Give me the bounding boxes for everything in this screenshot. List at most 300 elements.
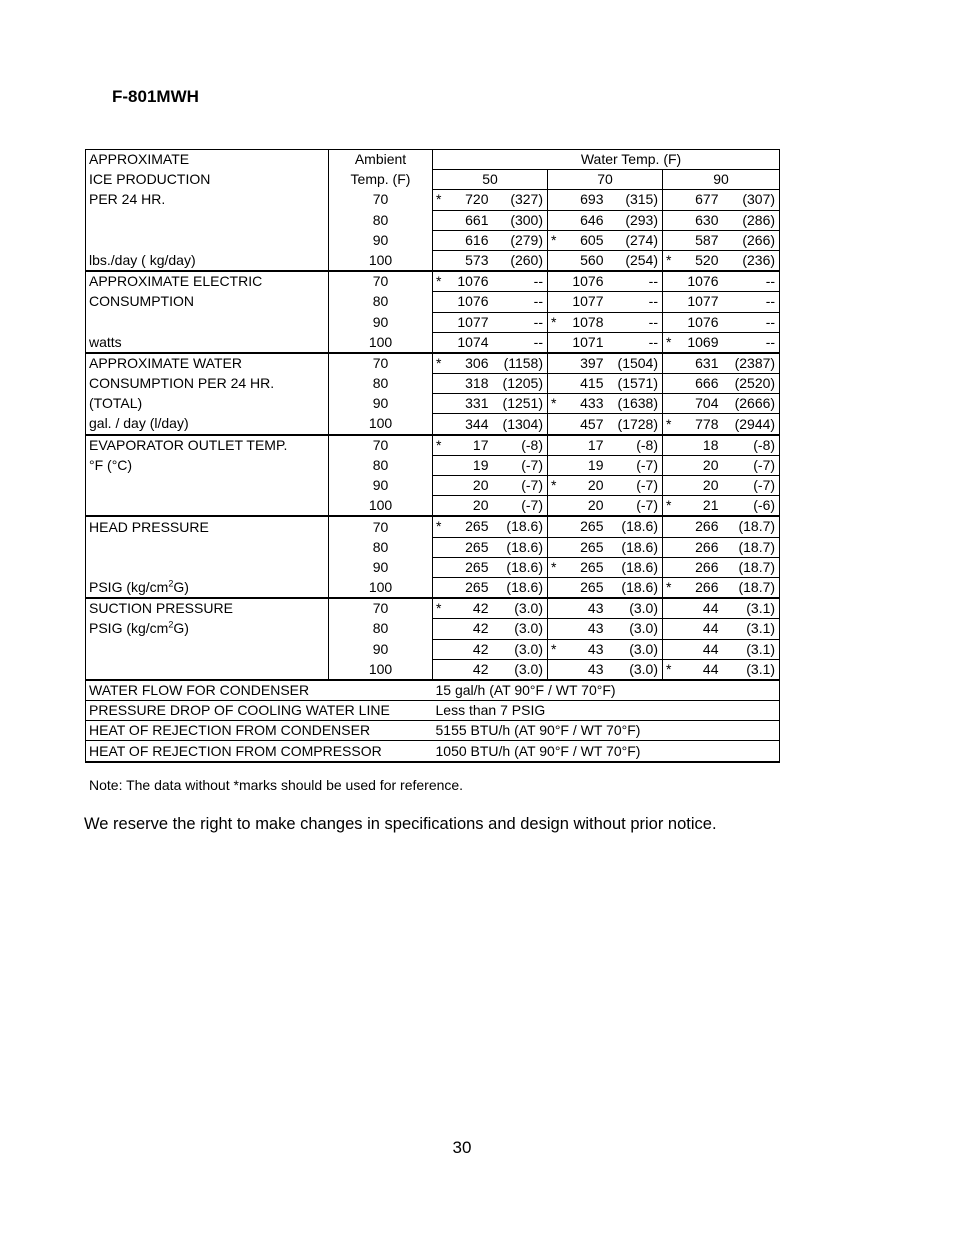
row-label [86, 496, 329, 517]
specification-table [85, 149, 780, 763]
marker-star [663, 455, 677, 475]
marker-star [433, 210, 447, 230]
value-metric: (-7) [604, 476, 663, 496]
row-label: SUCTION PRESSURE [86, 598, 329, 619]
value-metric: (3.0) [604, 619, 663, 639]
ambient-value: 80 [329, 210, 433, 230]
value-metric: -- [489, 292, 548, 312]
row-label: PSIG $(kg/cm^2G)$ [86, 619, 329, 639]
marker-star [548, 659, 562, 680]
footer-row [86, 741, 780, 762]
value-metric: -- [489, 271, 548, 292]
ambient-value: 100 [329, 659, 433, 680]
ambient-header: Ambient [329, 150, 433, 170]
value-metric: (3.1) [719, 619, 780, 639]
table-row [86, 292, 780, 312]
marker-star [548, 496, 562, 517]
reference-note: Note: The data without *marks should be used for reference. [89, 777, 464, 793]
value-imperial: 18 [677, 435, 719, 456]
value-metric: (2520) [719, 374, 780, 394]
value-metric: (254) [604, 250, 663, 271]
model-title: F-801MWH [112, 87, 199, 106]
value-metric: (18.7) [719, 516, 780, 537]
footer-value: 15 gal/h (AT 90°F / WT 70°F) [433, 680, 780, 701]
water-temp-col-90: 90 [663, 170, 780, 190]
row-label [86, 476, 329, 496]
marker-star [548, 250, 562, 271]
marker-star [663, 537, 677, 557]
value-metric: (-8) [719, 435, 780, 456]
ambient-value: 100 [329, 496, 433, 517]
value-metric: (18.7) [719, 537, 780, 557]
value-metric: (1504) [604, 353, 663, 374]
footer-row [86, 701, 780, 721]
page-number: 30 [452, 1138, 472, 1157]
value-imperial: 21 [677, 496, 719, 517]
marker-star: * [433, 271, 447, 292]
marker-star [433, 394, 447, 414]
marker-star: * [663, 577, 677, 598]
ambient-value: 100 [329, 414, 433, 435]
value-imperial: 42 [447, 598, 489, 619]
marker-star [433, 312, 447, 332]
value-metric: (18.6) [604, 577, 663, 598]
marker-star [663, 476, 677, 496]
value-imperial: 19 [447, 455, 489, 475]
value-metric: (-7) [719, 455, 780, 475]
value-imperial: 42 [447, 619, 489, 639]
table-row [86, 414, 780, 435]
value-imperial: 1077 [677, 292, 719, 312]
row-label [86, 210, 329, 230]
table-row [86, 230, 780, 250]
value-metric: (18.6) [489, 516, 548, 537]
value-imperial: 20 [677, 476, 719, 496]
marker-star: * [663, 659, 677, 680]
value-imperial: 344 [447, 414, 489, 435]
marker-star [433, 332, 447, 353]
marker-star [663, 394, 677, 414]
row-label: gal. / day (l/day) [86, 414, 329, 435]
value-imperial: 44 [677, 659, 719, 680]
value-metric: (18.6) [489, 537, 548, 557]
value-imperial: 605 [562, 230, 604, 250]
value-imperial: 630 [677, 210, 719, 230]
marker-star [548, 353, 562, 374]
footer-value: 5155 BTU/h (AT 90°F / WT 70°F) [433, 721, 780, 741]
marker-star [548, 332, 562, 353]
table-row [86, 190, 780, 210]
value-metric: (2666) [719, 394, 780, 414]
marker-star: * [548, 312, 562, 332]
table-row [86, 476, 780, 496]
marker-star [548, 435, 562, 456]
value-metric: (260) [489, 250, 548, 271]
table-row [86, 332, 780, 353]
value-imperial: 1069 [677, 332, 719, 353]
value-metric: -- [489, 332, 548, 353]
row-label: HEAD PRESSURE [86, 516, 329, 537]
table-row [86, 210, 780, 230]
footer-label: HEAT OF REJECTION FROM COMPRESSOR [86, 741, 433, 762]
value-metric: (-7) [489, 496, 548, 517]
marker-star [663, 353, 677, 374]
marker-star [433, 639, 447, 659]
ambient-value: 90 [329, 312, 433, 332]
value-metric: (3.0) [489, 659, 548, 680]
value-imperial: 42 [447, 639, 489, 659]
value-imperial: 44 [677, 619, 719, 639]
marker-star [433, 374, 447, 394]
ambient-value: 70 [329, 435, 433, 456]
ambient-value: 90 [329, 639, 433, 659]
value-imperial: 1071 [562, 332, 604, 353]
row-label [86, 230, 329, 250]
value-imperial: 397 [562, 353, 604, 374]
footer-row [86, 721, 780, 741]
table-row [86, 659, 780, 680]
value-imperial: 20 [562, 496, 604, 517]
footer-label: HEAT OF REJECTION FROM CONDENSER [86, 721, 433, 741]
row-label [86, 639, 329, 659]
value-metric: (1205) [489, 374, 548, 394]
ambient-value: 70 [329, 598, 433, 619]
value-metric: (3.0) [604, 639, 663, 659]
value-metric: (-7) [489, 455, 548, 475]
ambient-value: 90 [329, 230, 433, 250]
value-imperial: 265 [447, 557, 489, 577]
value-imperial: 560 [562, 250, 604, 271]
marker-star [663, 598, 677, 619]
table-row [86, 537, 780, 557]
value-imperial: 43 [562, 659, 604, 680]
value-imperial: 1077 [562, 292, 604, 312]
marker-star [433, 230, 447, 250]
value-imperial: 778 [677, 414, 719, 435]
value-metric: -- [719, 312, 780, 332]
ambient-value: 100 [329, 577, 433, 598]
marker-star: * [548, 639, 562, 659]
marker-star [548, 271, 562, 292]
marker-star [433, 619, 447, 639]
ambient-value: 80 [329, 537, 433, 557]
value-metric: (1638) [604, 394, 663, 414]
marker-star [663, 619, 677, 639]
marker-star: * [433, 353, 447, 374]
value-imperial: 43 [562, 598, 604, 619]
marker-star [433, 414, 447, 435]
marker-star [663, 210, 677, 230]
ambient-value: 90 [329, 476, 433, 496]
table-row [86, 557, 780, 577]
value-metric: (3.1) [719, 639, 780, 659]
value-imperial: 43 [562, 619, 604, 639]
value-imperial: 19 [562, 455, 604, 475]
value-metric: (18.6) [489, 577, 548, 598]
value-metric: (18.7) [719, 577, 780, 598]
marker-star: * [548, 230, 562, 250]
row-label: °F (°C) [86, 455, 329, 475]
value-metric: (3.1) [719, 659, 780, 680]
value-imperial: 318 [447, 374, 489, 394]
footer-label: PRESSURE DROP OF COOLING WATER LINE [86, 701, 433, 721]
footer-value: 1050 BTU/h (AT 90°F / WT 70°F) [433, 741, 780, 762]
marker-star: * [663, 414, 677, 435]
value-metric: (307) [719, 190, 780, 210]
ambient-value: 80 [329, 619, 433, 639]
ambient-unit: Temp. (F) [329, 170, 433, 190]
value-imperial: 720 [447, 190, 489, 210]
value-imperial: 266 [677, 516, 719, 537]
value-metric: (274) [604, 230, 663, 250]
value-metric: (3.0) [489, 639, 548, 659]
value-imperial: 20 [447, 496, 489, 517]
marker-star [663, 190, 677, 210]
marker-star [433, 577, 447, 598]
value-imperial: 265 [447, 537, 489, 557]
value-imperial: 1077 [447, 312, 489, 332]
value-metric: (266) [719, 230, 780, 250]
ambient-value: 90 [329, 557, 433, 577]
row-label: APPROXIMATE [86, 150, 329, 170]
row-label: ICE PRODUCTION [86, 170, 329, 190]
table-row [86, 353, 780, 374]
marker-star [548, 414, 562, 435]
marker-star [548, 190, 562, 210]
table-row [86, 496, 780, 517]
ambient-value: 70 [329, 516, 433, 537]
value-imperial: 20 [447, 476, 489, 496]
table-row [86, 271, 780, 292]
marker-star: * [433, 516, 447, 537]
value-imperial: 20 [677, 455, 719, 475]
value-metric: (2944) [719, 414, 780, 435]
value-imperial: 17 [447, 435, 489, 456]
marker-star [663, 639, 677, 659]
value-metric: -- [604, 271, 663, 292]
value-metric: (18.6) [604, 557, 663, 577]
value-metric: (1158) [489, 353, 548, 374]
value-imperial: 265 [562, 557, 604, 577]
marker-star [663, 374, 677, 394]
water-temp-col-70: 70 [548, 170, 663, 190]
ambient-value: 70 [329, 271, 433, 292]
row-label: CONSUMPTION [86, 292, 329, 312]
value-metric: (1571) [604, 374, 663, 394]
marker-star [433, 537, 447, 557]
ambient-value: 70 [329, 353, 433, 374]
value-imperial: 265 [562, 577, 604, 598]
value-imperial: 666 [677, 374, 719, 394]
marker-star [548, 537, 562, 557]
marker-star [433, 496, 447, 517]
marker-star [433, 292, 447, 312]
value-imperial: 661 [447, 210, 489, 230]
value-imperial: 1076 [677, 312, 719, 332]
table-row [86, 577, 780, 598]
marker-star [663, 271, 677, 292]
row-label: EVAPORATOR OUTLET TEMP. [86, 435, 329, 456]
value-metric: -- [604, 312, 663, 332]
value-metric: (1251) [489, 394, 548, 414]
water-temp-header: Water Temp. (F) [433, 150, 780, 170]
marker-star [433, 557, 447, 577]
row-label: PER 24 HR. [86, 190, 329, 210]
row-label: lbs./day ( kg/day) [86, 250, 329, 271]
value-metric: (327) [489, 190, 548, 210]
table-row [86, 374, 780, 394]
value-metric: (3.0) [489, 619, 548, 639]
value-metric: (-8) [604, 435, 663, 456]
marker-star [663, 557, 677, 577]
footer-value: Less than 7 PSIG [433, 701, 780, 721]
marker-star: * [433, 598, 447, 619]
value-imperial: 1076 [677, 271, 719, 292]
value-imperial: 265 [562, 537, 604, 557]
row-label [86, 557, 329, 577]
marker-star [433, 659, 447, 680]
row-label: watts [86, 332, 329, 353]
value-imperial: 1076 [447, 292, 489, 312]
value-imperial: 677 [677, 190, 719, 210]
value-imperial: 1076 [562, 271, 604, 292]
marker-star [548, 577, 562, 598]
value-metric: (-6) [719, 496, 780, 517]
table-row [86, 312, 780, 332]
row-label: CONSUMPTION PER 24 HR. [86, 374, 329, 394]
marker-star [548, 210, 562, 230]
ambient-value: 90 [329, 394, 433, 414]
marker-star: * [433, 435, 447, 456]
value-metric: (18.6) [489, 557, 548, 577]
value-metric: (-7) [604, 455, 663, 475]
value-imperial: 265 [447, 516, 489, 537]
row-label [86, 312, 329, 332]
ambient-value: 80 [329, 455, 433, 475]
value-metric: (300) [489, 210, 548, 230]
ambient-value: 70 [329, 190, 433, 210]
value-metric: -- [719, 332, 780, 353]
marker-star [663, 435, 677, 456]
marker-star [548, 292, 562, 312]
value-metric: (315) [604, 190, 663, 210]
value-metric: (18.7) [719, 557, 780, 577]
footer-label: WATER FLOW FOR CONDENSER [86, 680, 433, 701]
value-imperial: 433 [562, 394, 604, 414]
value-imperial: 693 [562, 190, 604, 210]
table-row [86, 639, 780, 659]
value-metric: (-8) [489, 435, 548, 456]
marker-star [433, 250, 447, 271]
marker-star [548, 619, 562, 639]
value-imperial: 1076 [447, 271, 489, 292]
value-imperial: 306 [447, 353, 489, 374]
value-imperial: 265 [562, 516, 604, 537]
value-metric: (3.0) [489, 598, 548, 619]
marker-star: * [548, 476, 562, 496]
table-row [86, 435, 780, 456]
marker-star: * [433, 190, 447, 210]
value-metric: -- [604, 292, 663, 312]
value-metric: -- [719, 292, 780, 312]
marker-star [433, 455, 447, 475]
value-metric: (-7) [489, 476, 548, 496]
marker-star [663, 230, 677, 250]
value-metric: (-7) [604, 496, 663, 517]
marker-star: * [548, 557, 562, 577]
value-metric: (18.6) [604, 537, 663, 557]
table-row [86, 598, 780, 619]
marker-star [433, 476, 447, 496]
value-metric: (236) [719, 250, 780, 271]
value-imperial: 44 [677, 639, 719, 659]
row-label [86, 659, 329, 680]
table-row [86, 250, 780, 271]
value-metric: (-7) [719, 476, 780, 496]
value-imperial: 266 [677, 557, 719, 577]
table-row [86, 516, 780, 537]
value-imperial: 20 [562, 476, 604, 496]
marker-star [548, 374, 562, 394]
value-metric: (2387) [719, 353, 780, 374]
ambient-value: 100 [329, 332, 433, 353]
table-row [86, 394, 780, 414]
value-metric: -- [719, 271, 780, 292]
value-imperial: 266 [677, 577, 719, 598]
value-metric: (1304) [489, 414, 548, 435]
value-metric: (3.1) [719, 598, 780, 619]
value-imperial: 1078 [562, 312, 604, 332]
value-metric: -- [489, 312, 548, 332]
value-imperial: 17 [562, 435, 604, 456]
value-metric: (3.0) [604, 659, 663, 680]
value-imperial: 42 [447, 659, 489, 680]
value-metric: (293) [604, 210, 663, 230]
table-row [86, 455, 780, 475]
marker-star [548, 598, 562, 619]
reserve-notice: We reserve the right to make changes in specifications and design without prior notice. [84, 815, 717, 833]
marker-star [548, 455, 562, 475]
row-label: APPROXIMATE WATER [86, 353, 329, 374]
marker-star [663, 312, 677, 332]
value-imperial: 457 [562, 414, 604, 435]
marker-star [548, 516, 562, 537]
value-imperial: 646 [562, 210, 604, 230]
value-metric: -- [604, 332, 663, 353]
water-temp-col-50: 50 [433, 170, 548, 190]
ambient-value: 80 [329, 374, 433, 394]
value-metric: (18.6) [604, 516, 663, 537]
value-imperial: 631 [677, 353, 719, 374]
value-imperial: 704 [677, 394, 719, 414]
marker-star: * [663, 496, 677, 517]
marker-star: * [663, 332, 677, 353]
ambient-value: 80 [329, 292, 433, 312]
value-imperial: 266 [677, 537, 719, 557]
marker-star [663, 292, 677, 312]
row-label [86, 537, 329, 557]
value-imperial: 587 [677, 230, 719, 250]
value-imperial: 415 [562, 374, 604, 394]
footer-row [86, 680, 780, 701]
value-metric: (286) [719, 210, 780, 230]
marker-star [663, 516, 677, 537]
value-imperial: 1074 [447, 332, 489, 353]
value-metric: (1728) [604, 414, 663, 435]
table-row [86, 619, 780, 639]
value-imperial: 43 [562, 639, 604, 659]
row-label: PSIG $(kg/cm^2G)$ [86, 577, 329, 598]
